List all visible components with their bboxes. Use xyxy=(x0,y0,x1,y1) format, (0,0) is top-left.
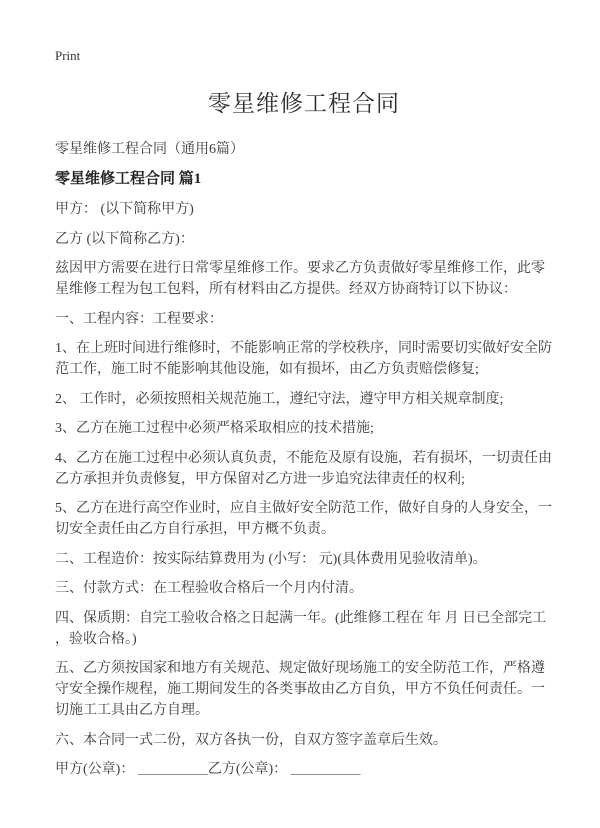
clause-1-item-2: 2、 工作时，必须按照相关规范施工，遵纪守法，遵守甲方相关规章制度; xyxy=(55,391,504,407)
clause-1-item-1: 1、在上班时间进行维修时，不能影响正常的学校秩序，同时需要切实做好安全防范工作，施工时不能影响其他设施，如有损坏，由乙方负责赔偿修复; xyxy=(55,341,552,377)
print-link[interactable]: Print xyxy=(55,48,81,63)
clause-1-item-3: 3、乙方在施工过程中必须严格采取相应的技术措施; xyxy=(55,421,374,436)
section-heading: 零星维修工程合同 篇1 xyxy=(55,171,202,187)
document-title: 零星维修工程合同 xyxy=(208,91,400,116)
paragraph-party-b: 乙方 (以下简称乙方)： xyxy=(55,231,194,247)
signature-line: 甲方(公章)： ＿＿＿＿＿乙方(公章)： ＿＿＿＿＿ xyxy=(55,762,361,777)
paragraph-preamble: 兹因甲方需要在进行日常零星维修工作。要求乙方负责做好零星维修工作，此零星维修工程为包工包料，所有材料由乙方提供。经双方协商特订以下协议： xyxy=(55,261,545,297)
document-subtitle: 零星维修工程合同（通用6篇） xyxy=(55,142,244,157)
clause-4-warranty: 四、保质期：自完工验收合格之日起满一年。(此维修工程在 年 月 日已全部完工 ，验收合格。) xyxy=(55,610,547,647)
clause-5-safety: 五、乙方须按国家和地方有关规范、规定做好现场施工的安全防范工作，严格遵守安全操作规程，施工期间发生的各类事故由乙方自负，甲方不负任何责任。一切施工工具由乙方自理。 xyxy=(55,661,545,718)
clause-3-payment: 三、付款方式：在工程验收合格后一个月内付清。 xyxy=(55,581,363,596)
clause-1-heading: 一、工程内容：工程要求： xyxy=(55,311,223,327)
clause-2-price: 二、工程造价：按实际结算费用为 (小写： 元)(具体费用见验收清单)。 xyxy=(55,551,487,567)
clause-6-copies: 六、本合同一式二份，双方各执一份，自双方签字盖章后生效。 xyxy=(55,732,447,748)
paragraph-party-a: 甲方： (以下简称甲方) xyxy=(55,202,194,217)
clause-1-item-5: 5、乙方在进行高空作业时，应自主做好安全防范工作，做好自身的人身安全，一切安全责任由乙方自行承担，甲方概不负责。 xyxy=(55,501,552,537)
clause-1-item-4: 4、乙方在施工过程中必须认真负责，不能危及原有设施，若有损坏，一切责任由乙方承担并负责修复，甲方保留对乙方进一步追究法律责任的权利; xyxy=(55,450,552,487)
